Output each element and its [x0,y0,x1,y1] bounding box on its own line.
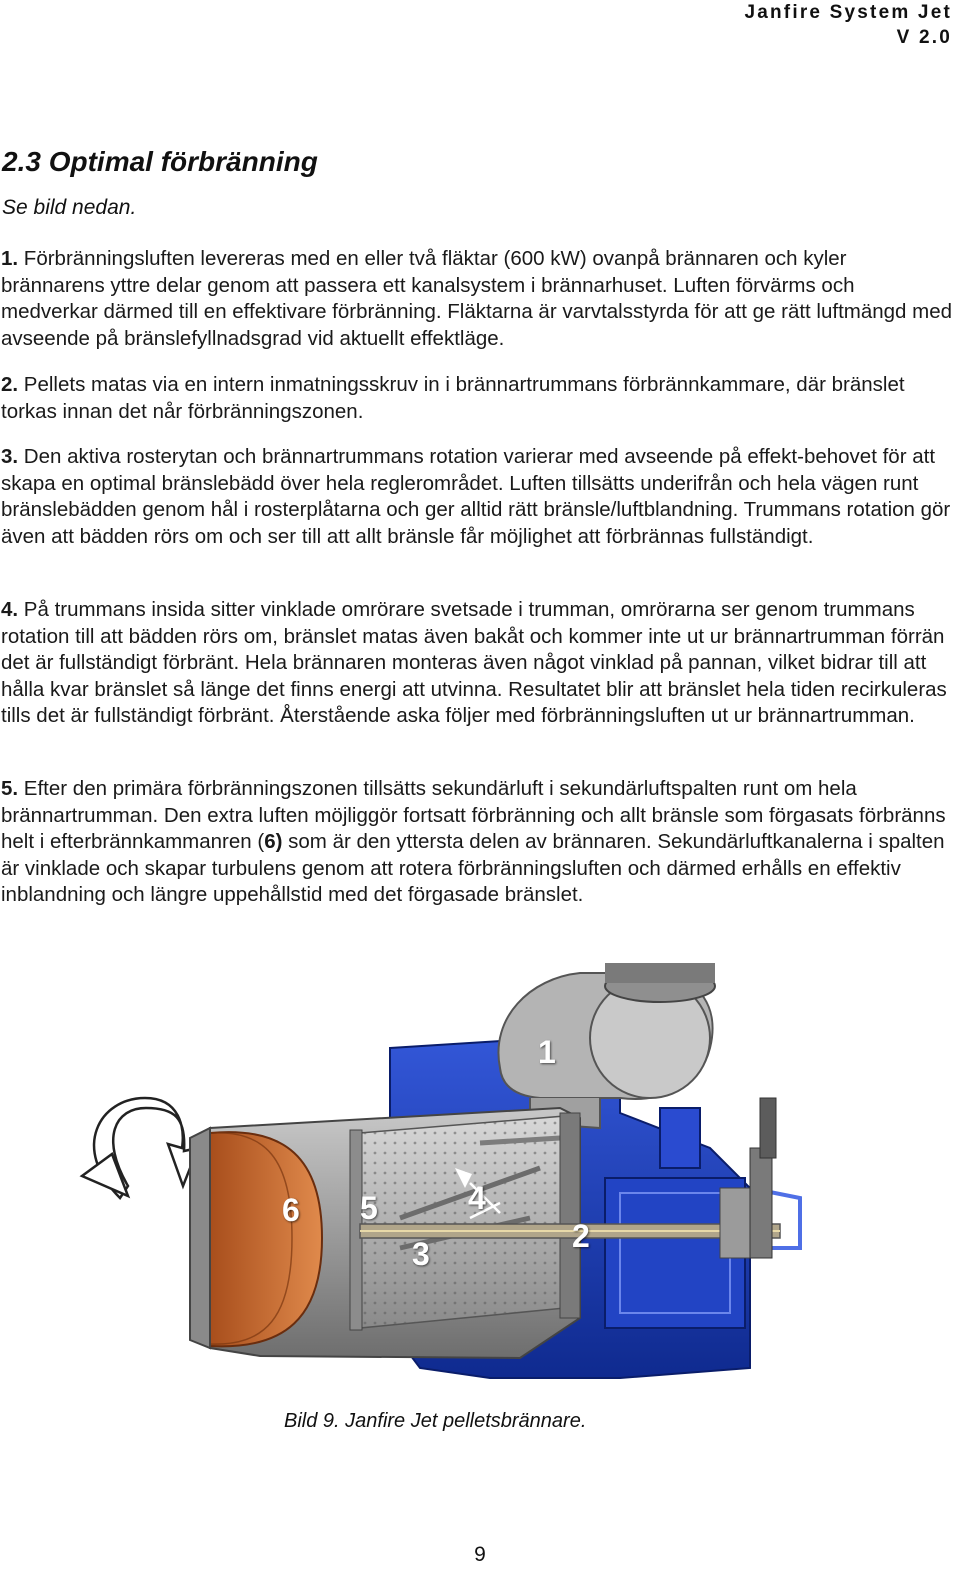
paragraph-text: Den aktiva rosterytan och brännartrummans rotation varierar med avseende på effekt-behovet för att skapa en optimal bränslebädd över hela reglerområdet. Luften tillsätts underifrån och hela vägen runt bränslebädden genom hål i rosterplåtarna och ger alltid rätt bränsle/luftblandning. Trummans rotation gör även att bädden rörs om och ser till att allt bränsle får möjlighet att förbrännas fullständigt. [1,445,951,548]
paragraph-2 [1,372,955,425]
callout-2: 2 [572,1218,590,1254]
header-version: V 2.0 [896,27,952,48]
callout-4: 4 [468,1180,486,1216]
afterburner-chamber [190,1128,322,1348]
callout-5: 5 [360,1190,378,1226]
figure-caption: Bild 9. Janfire Jet pelletsbrännare. [284,1410,587,1432]
paragraph-text: Förbränningsluften levereras med en eller två fläktar (600 kW) ovanpå brännaren och kyler brännarens yttre delar genom att passera ett kanalsystem i brännarhuset. Luften förvärms och medverkar därmed till en effektivare förbränning. Fläktarna är varvtalsstyrda för att ge rätt luftmängd med avseende på bränslefyllnadsgrad vid aktuellt effektläge. [1,247,953,350]
paragraph-number: 2. [1,373,19,396]
paragraph-number: 1. [1,247,19,270]
document-header [744,0,952,50]
paragraph-number: 3. [1,445,19,468]
page-number: 9 [474,1543,486,1566]
burner-cutaway-drawing [60,948,860,1406]
section-intro: Se bild nedan. [2,196,137,219]
callout-3: 3 [412,1236,430,1272]
callout-1: 1 [538,1034,556,1070]
paragraph-text: Efter den primära förbränningszonen tillsätts sekundärluft i sekundärluftspalten runt om hela brännartrumman. Den extra luften möjliggör fortsatt förbränning och allt bränsle som förgasats förbränns helt i efterbrännkammanren ( [1,777,946,853]
paragraph-text: På trummans insida sitter vinklade omrörare svetsade i trumman, omrörarna ser genom trummans rotation till att bädden rörs om, bränslet matas även bakåt och kommer inte ut ur brännartrumman förrän det är fullständigt förbränt. Hela brännaren monteras även något vinklad på pannan, vilket bidrar till att hålla kvar bränslet så länge det finns energi att utvinna. Resultatet blir att bränslet hela tiden recirkuleras tills det är fullständigt förbränt. Återstående aska följer med förbränningsluften ut ur brännartrumman. [1,598,947,727]
paragraph-bold-ref: 6) [264,830,283,853]
paragraph-3 [1,444,955,550]
section-title: 2.3 Optimal förbränning [2,146,318,177]
paragraph-4 [1,597,955,730]
paragraph-number: 4. [1,598,19,621]
callout-6: 6 [282,1192,300,1228]
paragraph-1 [1,246,955,352]
burner-illustration [60,948,860,1406]
paragraph-number: 5. [1,777,19,800]
header-product-name: Janfire System Jet [744,2,952,23]
paragraph-5 [1,776,955,909]
paragraph-text: som är den yttersta delen av brännaren. Sekundärluftkanalerna i spalten är vinklade och skapar turbulens genom att rotera förbränningsluften och därmed erhålls en effektiv inblandning och längre uppehållstid med det förgasade bränslet. [1,830,945,906]
paragraph-text: Pellets matas via en intern inmatningsskruv in i brännartrummans förbrännkammare, där bränslet torkas innan det når förbränningszonen. [1,373,905,423]
rotation-arrow-icon [82,1098,198,1198]
